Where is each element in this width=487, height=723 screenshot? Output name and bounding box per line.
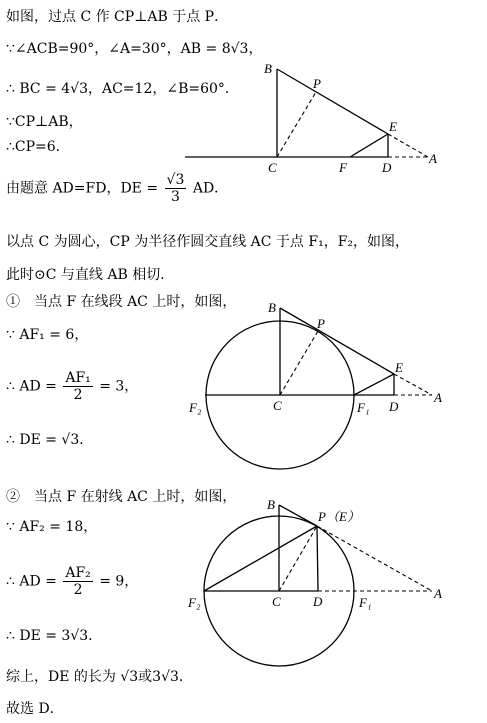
segment-pd-3 xyxy=(317,526,318,591)
line-11-lead: ∴ AD = xyxy=(6,378,57,395)
line-4: ∵CP⊥AB， xyxy=(6,114,83,130)
line-13: ② 当点 F 在射线 AC 上时，如图， xyxy=(6,489,237,505)
label-a: A xyxy=(434,586,442,601)
segment-cp-dashed-3 xyxy=(279,526,317,591)
label-f2: F₂ xyxy=(189,400,202,415)
fraction-denominator: 2 xyxy=(73,387,83,403)
segment-bp-3 xyxy=(279,505,317,526)
label-p: P xyxy=(313,76,321,91)
line-15-lead: ∴ AD = xyxy=(6,573,57,590)
label-b: B xyxy=(268,300,276,315)
fraction-denominator: 3 xyxy=(171,189,180,205)
line-11-tail: = 3， xyxy=(99,378,139,395)
line-15-tail: = 9， xyxy=(99,573,139,590)
label-c: C xyxy=(272,594,281,609)
label-c: C xyxy=(268,160,277,175)
line-2: ∵∠ACB=90°，∠A=30°，AB = 8√3， xyxy=(6,41,263,57)
label-f: F xyxy=(339,160,347,175)
line-12: ∴ DE = √3． xyxy=(6,432,94,448)
label-f1: F₁ xyxy=(359,595,372,610)
line-5: ∴CP=6． xyxy=(6,139,70,155)
line-6-lead: 由题意 AD=FD，DE = xyxy=(6,180,159,197)
fraction-numerator: AF₂ xyxy=(65,565,91,581)
label-b: B xyxy=(264,61,272,76)
line-10: ∵ AF₁ = 6， xyxy=(6,327,89,343)
line-9: ① 当点 F 在线段 AC 上时，如图， xyxy=(6,294,237,310)
label-f1: F₁ xyxy=(357,400,370,415)
label-d: D xyxy=(313,594,323,609)
fraction-denominator: 2 xyxy=(73,582,83,598)
label-e: E xyxy=(395,360,403,375)
label-e: E xyxy=(389,119,397,134)
label-p-e: P（E） xyxy=(318,509,360,524)
segment-pa-dashed-3 xyxy=(317,526,432,591)
line-18: 故选 D． xyxy=(6,701,64,717)
line-17: 综上，DE 的长为 √3或3√3． xyxy=(6,669,193,685)
label-f2: F₂ xyxy=(188,595,201,610)
label-a: A xyxy=(434,390,442,405)
label-d: D xyxy=(382,160,392,175)
line-8: 此时⊙C 与直线 AB 相切． xyxy=(6,267,175,283)
fraction-numerator: √3 xyxy=(166,172,185,188)
line-3: ∴ BC = 4√3，AC=12，∠B=60°． xyxy=(6,81,239,97)
label-d: D xyxy=(389,399,399,414)
line-1: 如图，过点 C 作 CP⊥AB 于点 P． xyxy=(6,9,229,25)
line-14: ∵ AF₂ = 18， xyxy=(6,519,98,535)
label-p: P xyxy=(317,316,325,331)
line-16: ∴ DE = 3√3． xyxy=(6,628,103,644)
label-b: B xyxy=(267,497,275,512)
segment-f2p-3 xyxy=(204,526,317,591)
label-a: A xyxy=(429,151,437,166)
line-7: 以点 C 为圆心，CP 为半径作圆交直线 AC 于点 F₁，F₂，如图， xyxy=(6,234,410,250)
line-6-tail: AD． xyxy=(192,180,229,197)
fraction-numerator: AF₁ xyxy=(65,370,91,386)
label-c: C xyxy=(273,398,282,413)
